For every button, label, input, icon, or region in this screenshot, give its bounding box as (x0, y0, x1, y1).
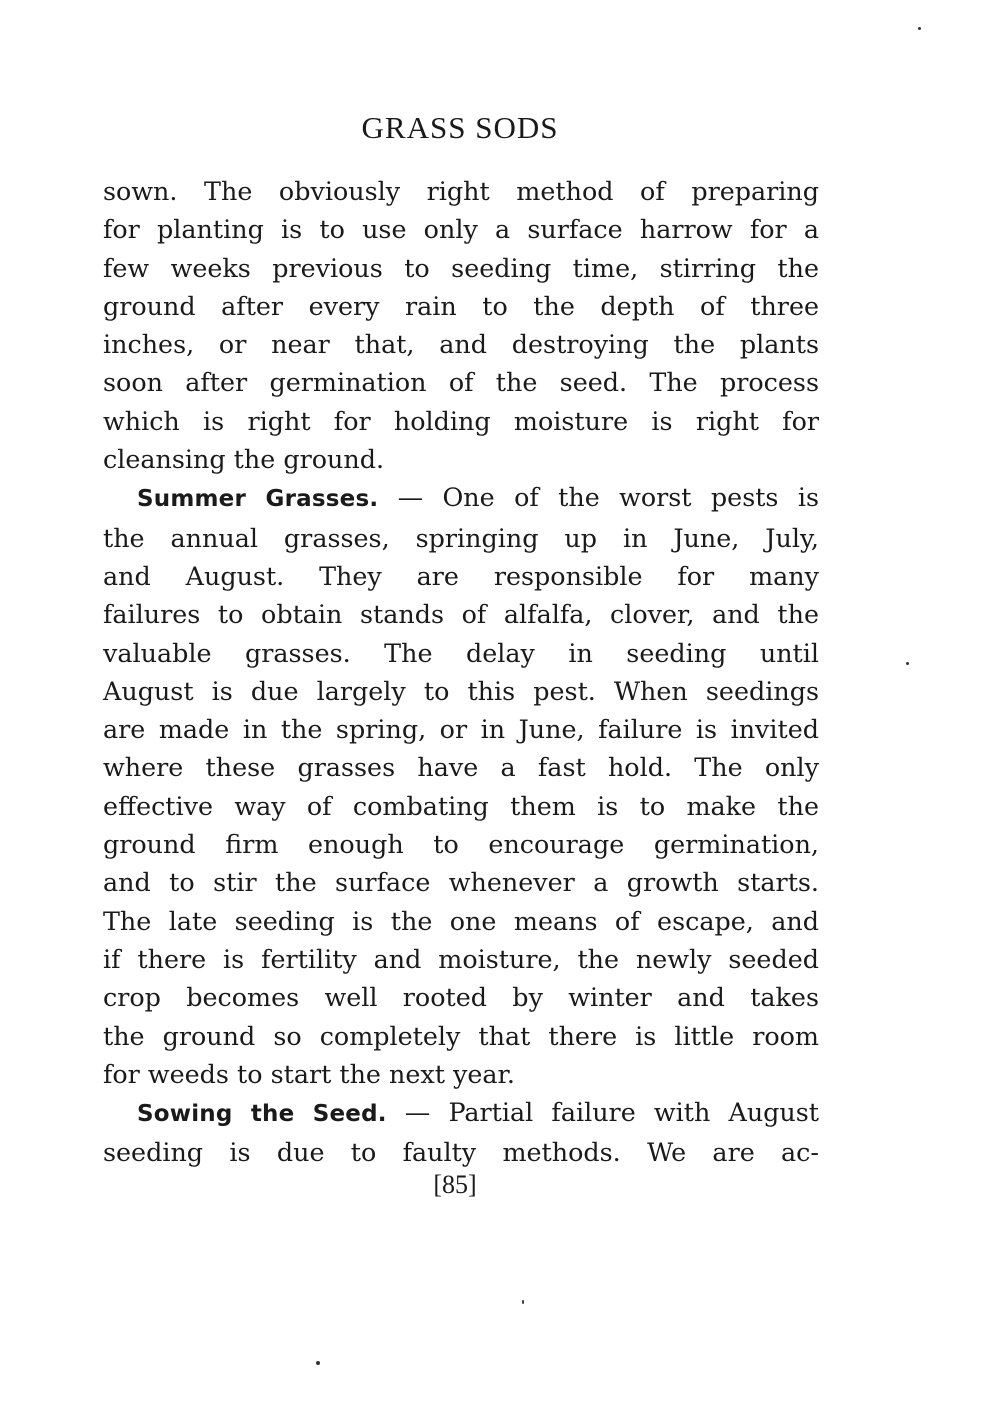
run-in-heading-sowing-the-seed: Sowing the Seed. (137, 1101, 387, 1128)
paragraph-1-line: inches, or near that, and destroying the plants (103, 329, 819, 360)
paragraph-2-line: if there is fertility and moisture, the newly seeded (103, 943, 819, 974)
paragraph-1-line: few weeks previous to seeding time, stirring the (103, 252, 819, 283)
paragraph-1-line: sown. The obviously right method of preparing (103, 176, 819, 206)
paragraph-2-line: ground firm enough to encourage germination, (103, 829, 819, 860)
paragraph-2-line: valuable grasses. The delay in seeding until (103, 637, 819, 668)
paragraph-2-first-line (103, 478, 819, 518)
paragraph-2-line: effective way of combating them is to make the (103, 790, 819, 821)
paragraph-1-line: which is right for holding moisture is right for (103, 405, 819, 436)
paragraph-2-line: are made in the spring, or in June, failure is invited (103, 714, 819, 745)
page-number: [85] (433, 1170, 477, 1199)
paragraph-2-line: where these grasses have a fast hold. The only (103, 752, 819, 783)
run-in-heading-summer-grasses: Summer Grasses. (137, 486, 379, 513)
paragraph-1-line: ground after every rain to the depth of three (103, 290, 819, 321)
running-head: GRASS SODS (361, 110, 559, 145)
paragraph-2-line: The late seeding is the one means of escape, and (103, 905, 819, 936)
paragraph-1-line: cleansing the ground. (103, 444, 385, 475)
paragraph-2-line: crop becomes well rooted by winter and takes (103, 982, 819, 1013)
paragraph-3-first-line (103, 1093, 819, 1133)
paragraph-3-first-line-text: Partial failure with August (448, 1097, 820, 1128)
scan-speck (316, 1361, 320, 1365)
em-dash: — (378, 482, 443, 513)
paragraph-2-line: failures to obtain stands of alfalfa, clover, and the (103, 599, 819, 630)
em-dash: — (386, 1097, 449, 1128)
scan-speck (906, 662, 909, 665)
paragraph-1-line: soon after germination of the seed. The process (103, 367, 819, 398)
paragraph-2-line: and August. They are responsible for many (103, 560, 819, 591)
paragraph-2-line: August is due largely to this pest. When seedings (103, 675, 819, 706)
paragraph-2-line: for weeds to start the next year. (103, 1058, 515, 1089)
scan-speck (522, 1300, 524, 1304)
paragraph-2-line: the annual grasses, springing up in June, July, (103, 522, 819, 553)
paragraph-2-line: and to stir the surface whenever a growth starts. (103, 867, 819, 898)
paragraph-2-first-line-text: One of the worst pests is (442, 482, 819, 513)
paragraph-1-line: for planting is to use only a surface harrow for a (103, 214, 819, 245)
paragraph-2-line: the ground so completely that there is little room (103, 1020, 819, 1051)
body-text (103, 172, 819, 1172)
paragraph-3-line: seeding is due to faulty methods. We are ac- (103, 1137, 819, 1168)
scan-speck (918, 27, 921, 30)
